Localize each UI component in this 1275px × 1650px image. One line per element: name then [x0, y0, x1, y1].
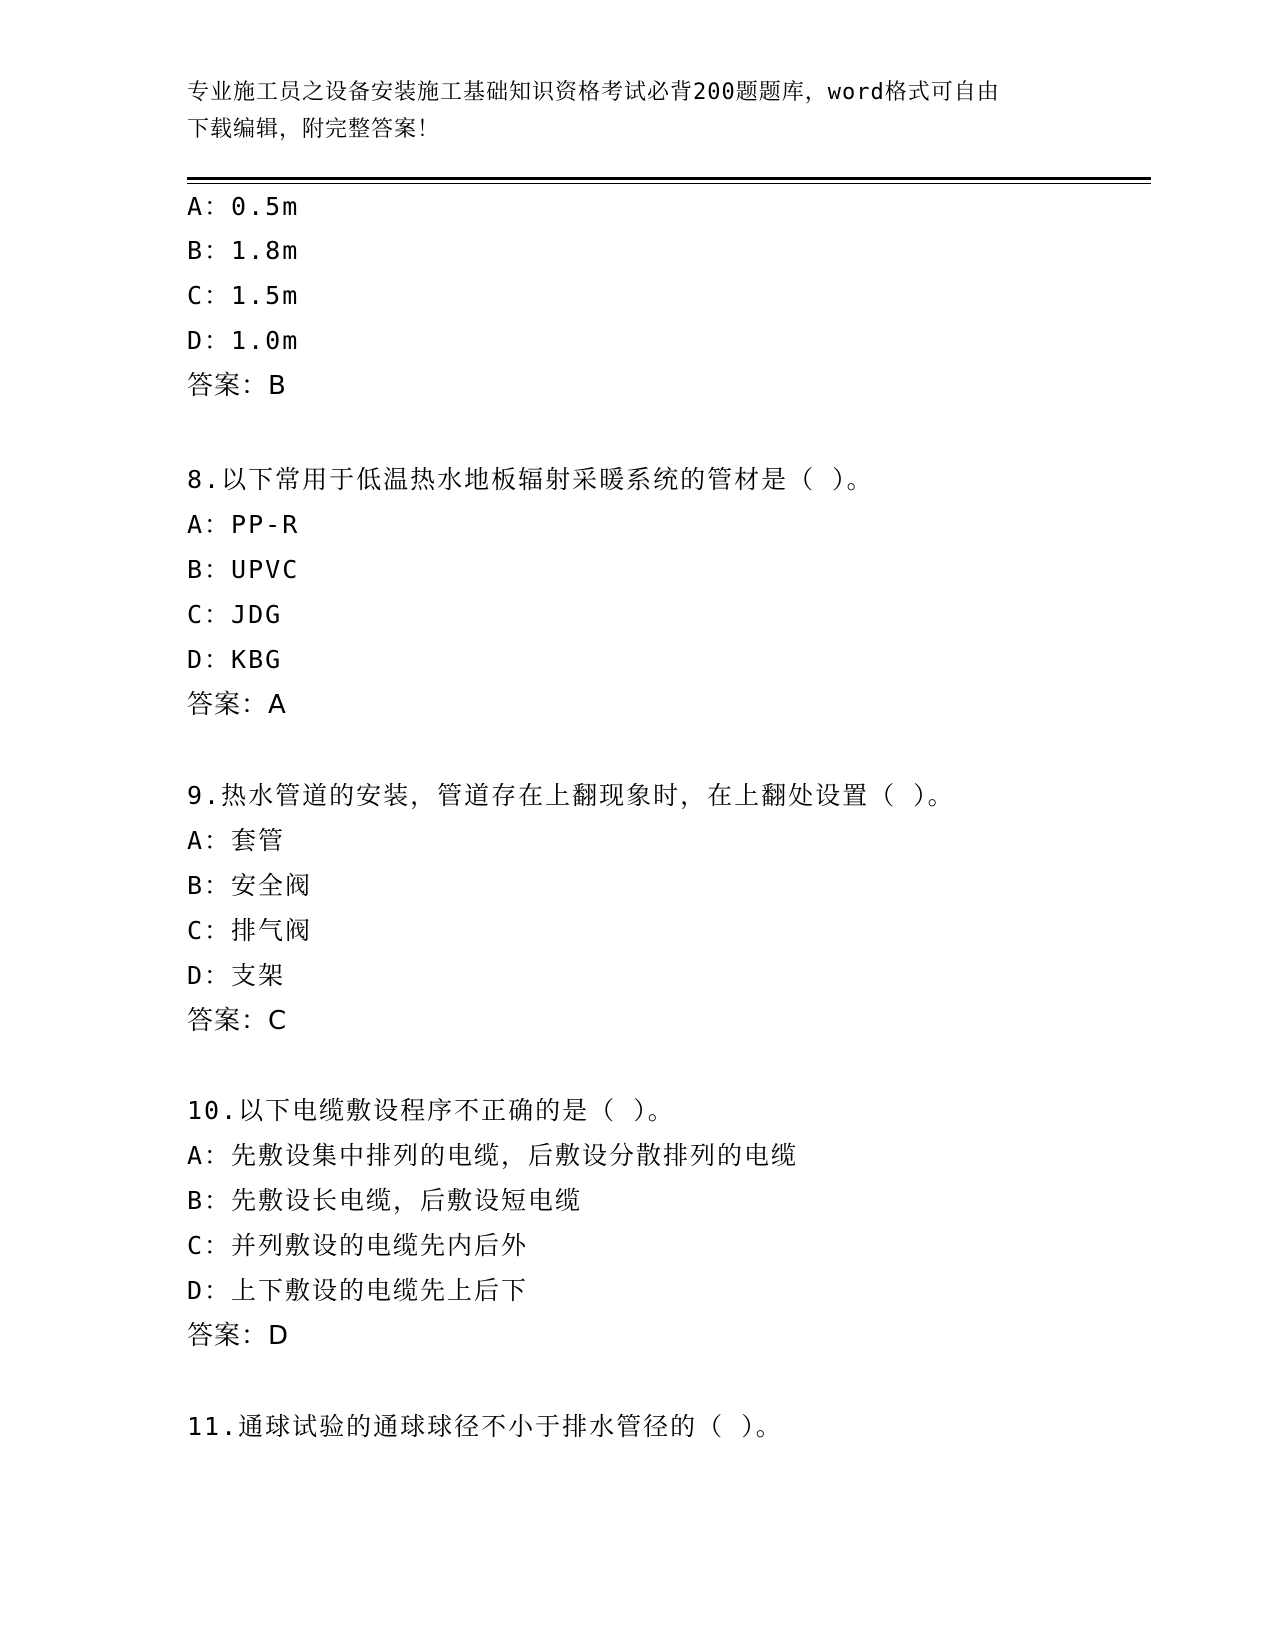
q9-option-a: A：套管	[187, 826, 286, 855]
document-header	[187, 74, 1087, 148]
q8-answer: 答案：A	[187, 690, 287, 720]
header-line-1: 专业施工员之设备安装施工基础知识资格考试必背200题题库，word格式可自由	[187, 80, 1000, 105]
q7-answer: 答案：B	[187, 371, 287, 401]
q10-option-a: A：先敷设集中排列的电缆，后敷设分散排列的电缆	[187, 1141, 799, 1170]
q7-option-a: A：0.5m	[187, 192, 300, 221]
q10-option-d: D：上下敷设的电缆先上后下	[187, 1276, 529, 1305]
q11-question: 11.通球试验的通球球径不小于排水管径的（ ）。	[187, 1412, 783, 1441]
q7-option-c: C：1.5m	[187, 281, 300, 310]
header-divider-thick	[187, 177, 1151, 180]
q10-option-b: B：先敷设长电缆，后敷设短电缆	[187, 1186, 583, 1215]
q9-answer: 答案：C	[187, 1006, 288, 1036]
header-divider-thin	[187, 183, 1151, 184]
q7-option-b: B：1.8m	[187, 236, 300, 265]
q8-option-a: A：PP-R	[187, 510, 300, 539]
q9-question: 9.热水管道的安装，管道存在上翻现象时，在上翻处设置（ ）。	[187, 781, 955, 810]
q8-question: 8.以下常用于低温热水地板辐射采暖系统的管材是（ ）。	[187, 465, 874, 494]
q7-option-d: D：1.0m	[187, 326, 300, 355]
q10-answer: 答案：D	[187, 1321, 290, 1351]
q8-option-b: B：UPVC	[187, 555, 300, 584]
q10-option-c: C：并列敷设的电缆先内后外	[187, 1231, 529, 1260]
q8-option-d: D：KBG	[187, 645, 283, 674]
q8-option-c: C：JDG	[187, 600, 283, 629]
q10-question: 10.以下电缆敷设程序不正确的是（ ）。	[187, 1096, 675, 1125]
q9-option-d: D：支架	[187, 961, 286, 990]
q9-option-b: B：安全阀	[187, 871, 313, 900]
header-line-2: 下载编辑，附完整答案！	[187, 117, 441, 142]
q9-option-c: C：排气阀	[187, 916, 313, 945]
